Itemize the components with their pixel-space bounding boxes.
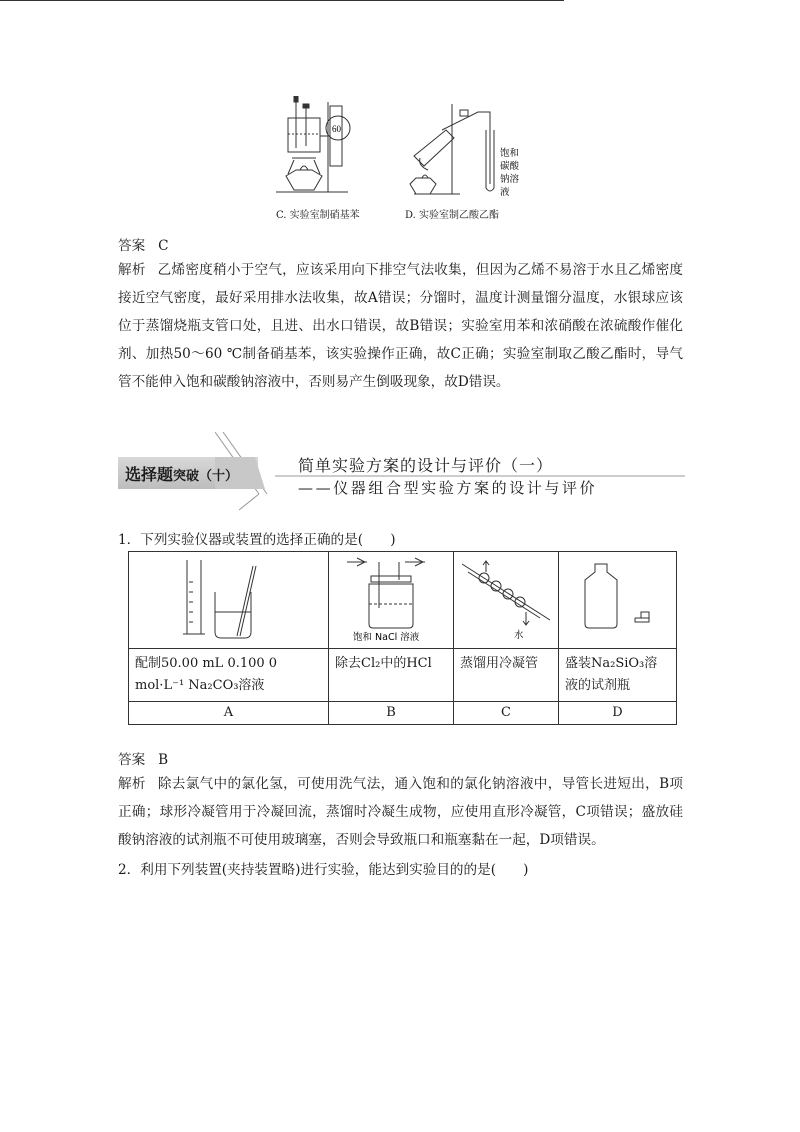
option-c-figure-cell xyxy=(454,552,559,649)
option-b-figure-label: 饱和 NaCl 溶液 xyxy=(353,632,420,643)
answer-value: C xyxy=(158,238,169,254)
section-tag-sub: 突破（十） xyxy=(173,469,239,484)
reagent-bottle-glass-stopper-figure xyxy=(559,552,676,644)
gas-washing-bottle-figure xyxy=(329,552,453,644)
figure-d-label-line-4: 液 xyxy=(500,187,510,198)
option-b-figure-cell xyxy=(329,552,454,649)
prev-analysis xyxy=(118,256,683,396)
option-a-letter: A xyxy=(129,702,329,725)
analysis-label: 解析 xyxy=(118,262,146,278)
option-b-letter: B xyxy=(329,702,454,725)
figure-d-label-line-3: 钠溶 xyxy=(500,174,520,185)
figure-d-ethyl-acetate-apparatus xyxy=(400,100,520,200)
table-row-letters xyxy=(129,702,677,725)
answer-label: 答案 xyxy=(118,238,146,254)
volumetric-flask-beaker-figure xyxy=(129,552,328,644)
question-1-stem: 1．下列实验仪器或装置的选择正确的是( ) xyxy=(118,532,396,548)
analysis-text: 除去氯气中的氯化氢，可使用洗气法，通入饱和的氯化钠溶液中，导管长进短出，B项正确；球形冷凝管用于冷凝回流，蒸馏时冷凝生成物，应使用直形冷凝管，C项错误；盛放硅酸钠溶液的试剂瓶不可使用玻璃塞，否则会导致瓶口和瓶塞黏在一起，D项错误。 xyxy=(118,776,683,848)
answer-value: B xyxy=(158,752,169,768)
option-d-text: 盛装Na₂SiO₃溶液的试剂瓶 xyxy=(559,649,677,702)
analysis-label: 解析 xyxy=(118,776,146,792)
section-tag-main: 选择题 xyxy=(125,465,174,484)
table-row-descriptions xyxy=(129,649,677,702)
thermometer-value-label: 60 xyxy=(332,124,341,134)
section-subtitle: ——仪器组合型实验方案的设计与评价 xyxy=(298,479,598,497)
question-1-options-table xyxy=(128,551,677,725)
answer-label: 答案 xyxy=(118,752,146,768)
option-c-letter: C xyxy=(454,702,559,725)
question-1-answer xyxy=(118,748,168,768)
bulb-condenser-figure xyxy=(454,552,558,644)
option-a-figure-cell xyxy=(129,552,329,649)
figure-c-nitrobenzene-apparatus xyxy=(272,96,372,200)
option-c-figure-label: 水 xyxy=(514,630,524,641)
question-1-analysis xyxy=(118,770,683,854)
option-a-text: 配制50.00 mL 0.100 0 mol·L⁻¹ Na₂CO₃溶液 xyxy=(129,649,329,702)
question-2-stem: 2．利用下列装置(夹持装置略)进行实验，能达到实验目的的是( ) xyxy=(118,862,529,878)
option-d-letter: D xyxy=(559,702,677,725)
header-rule xyxy=(0,0,564,1)
figure-d-label-line-1: 饱和 xyxy=(500,148,520,159)
table-row-figures xyxy=(129,552,677,649)
figure-c-caption: C. 实验室制硝基苯 xyxy=(276,210,360,221)
option-d-figure-cell xyxy=(559,552,677,649)
option-c-text: 蒸馏用冷凝管 xyxy=(454,649,559,702)
analysis-text: 乙烯密度稍小于空气，应该采用向下排空气法收集，但因为乙烯不易溶于水且乙烯密度接近空气密度，最好采用排水法收集，故A错误；分馏时，温度计测量馏分温度，水银球应该位于蒸馏烧瓶支管口处，且进、出水口错误，故B错误；实验室用苯和浓硝酸在浓硫酸作催化剂、加热50～60 ℃制备硝基苯，该实验操作正确，故C正确；实验室制取乙酸乙酯时，导气管不能伸入饱和碳酸钠溶液中，否则易产生倒吸现象，故D错误。 xyxy=(118,262,684,390)
option-b-text: 除去Cl₂中的HCl xyxy=(329,649,454,702)
figure-d-caption: D. 实验室制乙酸乙酯 xyxy=(405,210,500,221)
section-tag xyxy=(125,462,238,485)
section-title: 简单实验方案的设计与评价（一） xyxy=(298,456,554,475)
prev-answer xyxy=(118,234,169,254)
figure-d-label-line-2: 碳酸 xyxy=(500,161,520,172)
